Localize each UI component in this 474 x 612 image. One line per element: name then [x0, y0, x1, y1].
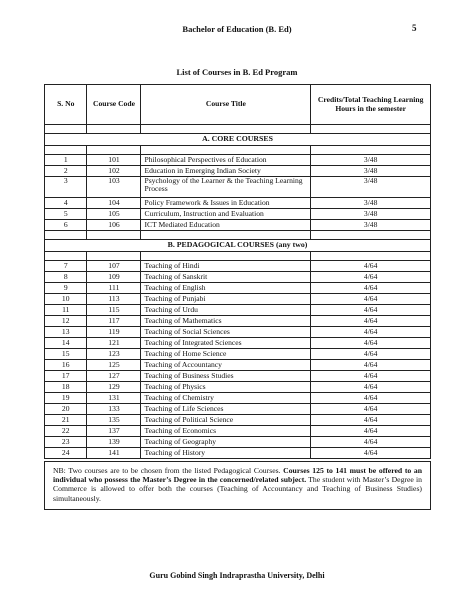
cell-course-code: 102 — [87, 166, 141, 177]
header-course-code: Course Code — [87, 85, 141, 125]
cell-course-title: Teaching of Hindi — [141, 261, 311, 272]
cell-credits: 3/48 — [311, 166, 431, 177]
cell-credits: 4/64 — [311, 283, 431, 294]
note-text-continued: The student with Master’s Degree in Commerce is allowed to offer both the courses (Teaching of Accountancy and Teaching of Business Studies) simultaneously. — [53, 475, 422, 503]
cell-sno: 22 — [45, 426, 87, 437]
cell-course-title: Teaching of Political Science — [141, 415, 311, 426]
cell-credits: 4/64 — [311, 349, 431, 360]
cell-sno: 6 — [45, 220, 87, 231]
cell-course-title: Teaching of Integrated Sciences — [141, 338, 311, 349]
cell-sno: 21 — [45, 415, 87, 426]
table-row — [45, 261, 431, 272]
cell-credits: 4/64 — [311, 371, 431, 382]
spacer-cell — [87, 146, 141, 155]
courses-table — [44, 84, 431, 459]
section-heading: B. PEDAGOGICAL COURSES (any two) — [45, 240, 431, 252]
spacer-row — [45, 231, 431, 240]
table-row — [45, 327, 431, 338]
spacer-cell — [45, 231, 87, 240]
cell-sno: 16 — [45, 360, 87, 371]
table-caption: List of Courses in B. Ed Program — [176, 67, 298, 77]
header-credits: Credits/Total Teaching Learning Hours in the semester — [311, 85, 431, 125]
cell-course-title: Teaching of Life Sciences — [141, 404, 311, 415]
cell-course-title: Teaching of Physics — [141, 382, 311, 393]
table-row — [45, 404, 431, 415]
table-row — [45, 220, 431, 231]
spacer-cell — [311, 146, 431, 155]
cell-course-code: 115 — [87, 305, 141, 316]
table-row — [45, 198, 431, 209]
cell-course-code: 137 — [87, 426, 141, 437]
table-row — [45, 382, 431, 393]
cell-sno: 4 — [45, 198, 87, 209]
cell-sno: 10 — [45, 294, 87, 305]
cell-course-code: 133 — [87, 404, 141, 415]
cell-course-code: 111 — [87, 283, 141, 294]
cell-course-title: Teaching of Economics — [141, 426, 311, 437]
page-number: 5 — [412, 23, 417, 33]
spacer-cell — [311, 231, 431, 240]
cell-course-code: 139 — [87, 437, 141, 448]
spacer-cell — [141, 231, 311, 240]
note-text: NB: Two courses are to be chosen from the listed Pedagogical Courses. — [53, 466, 284, 475]
spacer-cell — [87, 231, 141, 240]
table-row — [45, 177, 431, 198]
table-row — [45, 426, 431, 437]
cell-course-title: Education in Emerging Indian Society — [141, 166, 311, 177]
note-emphasis: Courses 125 to 141 must be offered to an individual who possess the Master’s Degree in the concerned/related subject. — [53, 466, 422, 485]
cell-sno: 24 — [45, 448, 87, 459]
spacer-cell — [141, 125, 311, 134]
cell-course-code: 105 — [87, 209, 141, 220]
table-row — [45, 316, 431, 327]
cell-course-code: 129 — [87, 382, 141, 393]
section-heading: A. CORE COURSES — [45, 134, 431, 146]
cell-credits: 3/48 — [311, 177, 431, 198]
cell-credits: 4/64 — [311, 261, 431, 272]
cell-course-title: Psychology of the Learner & the Teaching Learning Process — [141, 177, 311, 198]
cell-course-title: Philosophical Perspectives of Education — [141, 155, 311, 166]
cell-course-code: 101 — [87, 155, 141, 166]
cell-credits: 4/64 — [311, 393, 431, 404]
cell-sno: 14 — [45, 338, 87, 349]
table-row — [45, 166, 431, 177]
cell-credits: 4/64 — [311, 272, 431, 283]
header-sno: S. No — [45, 85, 87, 125]
table-header-row — [45, 85, 431, 125]
page-header-title: Bachelor of Education (B. Ed) — [182, 24, 292, 34]
note-box — [44, 461, 431, 510]
cell-course-code: 106 — [87, 220, 141, 231]
cell-course-title: Teaching of Business Studies — [141, 371, 311, 382]
cell-sno: 20 — [45, 404, 87, 415]
cell-credits: 4/64 — [311, 437, 431, 448]
cell-sno: 1 — [45, 155, 87, 166]
cell-credits: 4/64 — [311, 316, 431, 327]
cell-course-title: Teaching of Geography — [141, 437, 311, 448]
table-row — [45, 360, 431, 371]
cell-credits: 3/48 — [311, 198, 431, 209]
cell-course-title: Teaching of Mathematics — [141, 316, 311, 327]
table-row — [45, 305, 431, 316]
cell-sno: 11 — [45, 305, 87, 316]
cell-course-code: 125 — [87, 360, 141, 371]
section-heading-row — [45, 240, 431, 252]
cell-sno: 12 — [45, 316, 87, 327]
spacer-row — [45, 252, 431, 261]
cell-course-code: 141 — [87, 448, 141, 459]
table-row — [45, 448, 431, 459]
cell-credits: 4/64 — [311, 327, 431, 338]
cell-course-title: Teaching of History — [141, 448, 311, 459]
cell-sno: 15 — [45, 349, 87, 360]
cell-sno: 23 — [45, 437, 87, 448]
header-course-title: Course Title — [141, 85, 311, 125]
spacer-cell — [87, 252, 141, 261]
cell-sno: 18 — [45, 382, 87, 393]
table-row — [45, 371, 431, 382]
cell-course-title: Curriculum, Instruction and Evaluation — [141, 209, 311, 220]
cell-course-title: Teaching of Chemistry — [141, 393, 311, 404]
cell-course-title: Teaching of Urdu — [141, 305, 311, 316]
cell-sno: 5 — [45, 209, 87, 220]
spacer-cell — [141, 252, 311, 261]
table-row — [45, 415, 431, 426]
cell-credits: 3/48 — [311, 155, 431, 166]
spacer-cell — [45, 146, 87, 155]
cell-course-title: Teaching of Accountancy — [141, 360, 311, 371]
cell-sno: 8 — [45, 272, 87, 283]
cell-course-code: 113 — [87, 294, 141, 305]
table-row — [45, 393, 431, 404]
section-heading-row — [45, 134, 431, 146]
table-row — [45, 338, 431, 349]
cell-course-code: 117 — [87, 316, 141, 327]
spacer-cell — [45, 125, 87, 134]
page-footer: Guru Gobind Singh Indraprastha University, Delhi — [149, 571, 325, 580]
cell-course-code: 123 — [87, 349, 141, 360]
cell-course-title: Teaching of Social Sciences — [141, 327, 311, 338]
spacer-cell — [45, 252, 87, 261]
cell-course-title: ICT Mediated Education — [141, 220, 311, 231]
table-row — [45, 437, 431, 448]
cell-credits: 4/64 — [311, 404, 431, 415]
cell-credits: 4/64 — [311, 426, 431, 437]
cell-course-title: Policy Framework & Issues in Education — [141, 198, 311, 209]
table-row — [45, 283, 431, 294]
cell-sno: 7 — [45, 261, 87, 272]
cell-sno: 19 — [45, 393, 87, 404]
table-row — [45, 155, 431, 166]
cell-sno: 3 — [45, 177, 87, 198]
cell-course-code: 135 — [87, 415, 141, 426]
cell-course-title: Teaching of Punjabi — [141, 294, 311, 305]
cell-course-code: 103 — [87, 177, 141, 198]
cell-credits: 4/64 — [311, 294, 431, 305]
table-row — [45, 294, 431, 305]
cell-course-code: 104 — [87, 198, 141, 209]
table-row — [45, 349, 431, 360]
cell-course-title: Teaching of English — [141, 283, 311, 294]
cell-credits: 4/64 — [311, 305, 431, 316]
cell-sno: 9 — [45, 283, 87, 294]
cell-course-title: Teaching of Sanskrit — [141, 272, 311, 283]
spacer-cell — [311, 125, 431, 134]
cell-credits: 4/64 — [311, 448, 431, 459]
cell-course-code: 131 — [87, 393, 141, 404]
cell-course-code: 127 — [87, 371, 141, 382]
cell-course-code: 119 — [87, 327, 141, 338]
cell-credits: 4/64 — [311, 415, 431, 426]
cell-credits: 3/48 — [311, 209, 431, 220]
cell-credits: 3/48 — [311, 220, 431, 231]
spacer-cell — [87, 125, 141, 134]
spacer-cell — [141, 146, 311, 155]
spacer-row — [45, 125, 431, 134]
spacer-cell — [311, 252, 431, 261]
table-row — [45, 209, 431, 220]
cell-credits: 4/64 — [311, 338, 431, 349]
cell-sno: 17 — [45, 371, 87, 382]
table-row — [45, 272, 431, 283]
cell-credits: 4/64 — [311, 360, 431, 371]
cell-course-code: 121 — [87, 338, 141, 349]
cell-course-code: 109 — [87, 272, 141, 283]
cell-credits: 4/64 — [311, 382, 431, 393]
cell-sno: 2 — [45, 166, 87, 177]
cell-sno: 13 — [45, 327, 87, 338]
courses-table-body — [45, 125, 431, 459]
cell-course-title: Teaching of Home Science — [141, 349, 311, 360]
spacer-row — [45, 146, 431, 155]
cell-course-code: 107 — [87, 261, 141, 272]
